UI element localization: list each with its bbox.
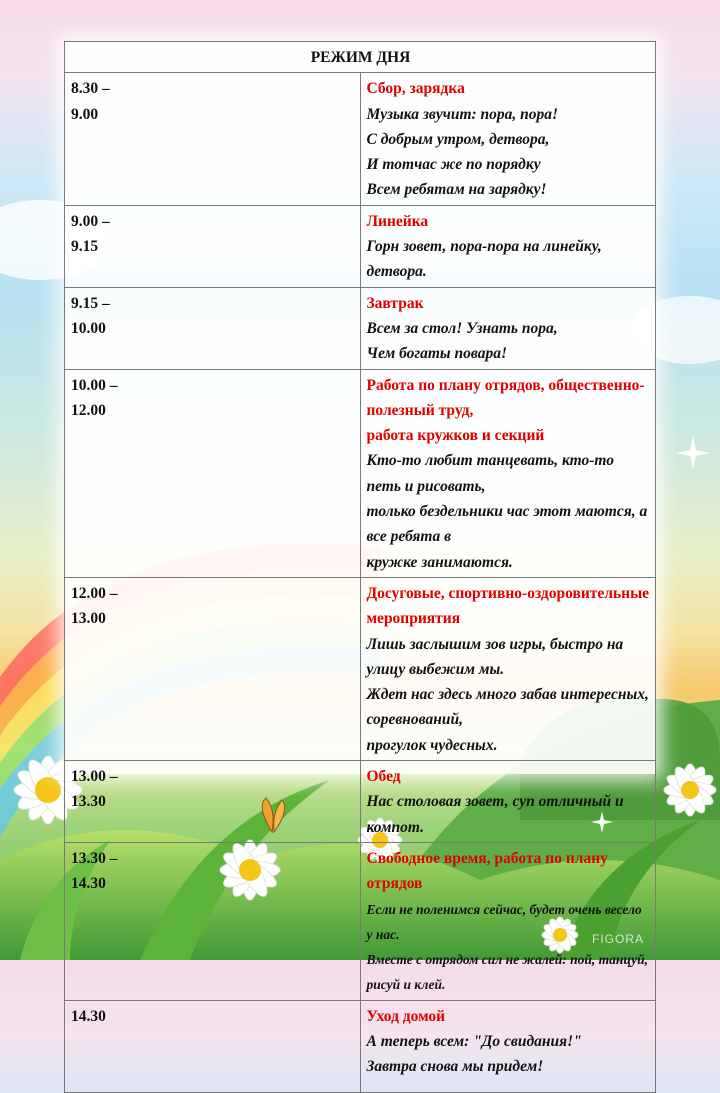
verse-line: Ждет нас здесь много забав интересных, соревнований, [366,686,649,729]
activity-cell [360,73,656,205]
time-end: 14.30 [71,875,106,893]
activity-name: Завтрак [366,294,424,312]
verse-line: прогулок чудесных. [366,736,498,754]
table-title-row [65,42,656,73]
time-cell [65,577,361,760]
watermark: FIGORA [592,932,645,946]
verse-line: Чем богаты повара! [366,345,507,363]
verse-line: А теперь всем: "До свидания!" [366,1032,582,1050]
activity-name: Работа по плану отрядов, общественно-полезный труд, [366,376,645,419]
time-cell [65,73,361,205]
time-cell [65,205,361,287]
time-start: 13.30 – [71,849,118,867]
verse-line: Вместе с отрядом сил не жалей: пой, танцуй, рисуй и клей. [366,952,648,993]
schedule-row [65,842,656,1000]
activity-name: Обед [366,768,401,786]
time-cell [65,1000,361,1092]
activity-name: Уход домой [366,1007,446,1025]
schedule-row [65,1000,656,1092]
activity-cell [360,577,656,760]
schedule-row [65,205,656,287]
schedule-row [65,577,656,760]
schedule-row [65,287,656,369]
activity-cell [360,761,656,843]
schedule-row [65,73,656,205]
verse-line: Завтра снова мы придем! [366,1058,544,1076]
activity-cell [360,369,656,577]
verse-line: Всем за стол! Узнать пора, [366,319,558,337]
time-end: 12.00 [71,401,106,419]
activity-name-continued: работа кружков и секций [366,427,545,445]
activity-name: Досуговые, спортивно-оздоровительные мероприятия [366,584,650,628]
activity-name: Линейка [366,212,429,230]
time-end: 13.00 [71,610,106,628]
daily-schedule-table [64,41,656,1093]
activity-cell [360,1000,656,1092]
verse-line: Всем ребятам на зарядку! [366,181,547,199]
activity-name: Сбор, зарядка [366,80,465,98]
time-start: 12.00 – [71,584,118,602]
activity-cell [360,287,656,369]
time-cell [65,369,361,577]
verse-line: Музыка звучит: пора, пора! [366,105,559,123]
activity-name: Свободное время, работа по плану отрядов [366,849,608,893]
verse-line: С добрым утром, детвора, [366,130,550,148]
time-start: 9.15 – [71,294,110,312]
table-title: РЕЖИМ ДНЯ [65,42,656,73]
activity-cell [360,842,656,1000]
schedule-row [65,369,656,577]
activity-cell [360,205,656,287]
time-end: 10.00 [71,319,106,337]
time-start: 10.00 – [71,376,118,394]
time-cell [65,842,361,1000]
time-cell [65,761,361,843]
time-end: 13.30 [71,793,106,811]
verse-line: Горн зовет, пора-пора на линейку, детвора. [366,238,602,281]
time-start: 8.30 – [71,80,110,98]
verse-line: Лишь заслышим зов игры, быстро на улицу выбежим мы. [366,635,624,678]
schedule-row [65,761,656,843]
time-start: 9.00 – [71,212,110,230]
verse-line: И тотчас же по порядку [366,156,541,174]
verse-line: только бездельники час этот маются, а все ребята в [366,503,648,546]
verse-line: Нас столовая зовет, суп отличный и компот. [366,793,624,836]
verse-line: Кто-то любит танцевать, кто-то петь и рисовать, [366,452,614,495]
verse-line: Если не поленимся сейчас, будет очень весело у нас. [366,901,642,942]
time-end: 9.15 [71,238,99,256]
time-start: 14.30 [71,1007,106,1025]
time-cell [65,287,361,369]
time-end: 9.00 [71,105,99,123]
time-start: 13.00 – [71,768,118,786]
verse-line: кружке занимаются. [366,553,513,571]
